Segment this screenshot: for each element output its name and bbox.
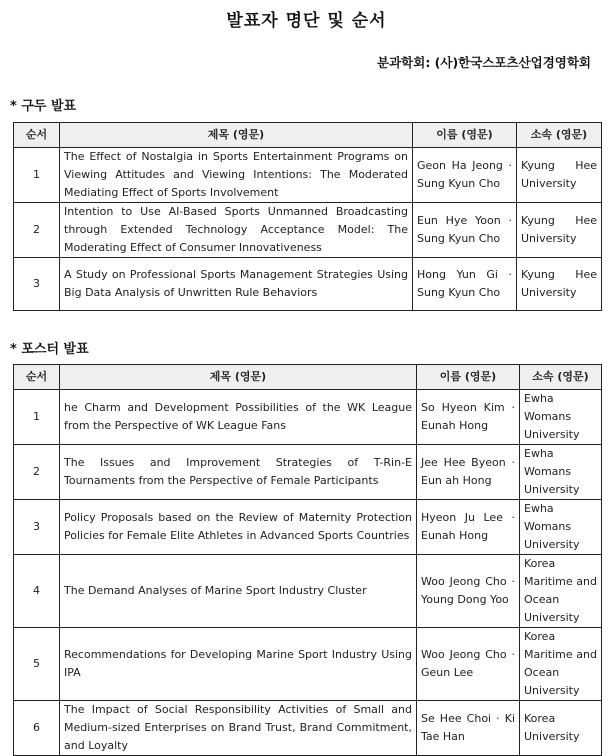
row-number: 4 <box>14 555 60 628</box>
table-row <box>14 203 602 258</box>
table-row <box>14 628 602 701</box>
oral-section-heading: * 구두 발표 <box>10 99 77 114</box>
affiliation: Korea Maritime and Ocean University <box>520 555 602 628</box>
header-title: 제목 (영문) <box>60 123 413 148</box>
organizer-label: 분과학회: (사)한국스포츠산업경영학회 <box>377 55 591 70</box>
table-row <box>14 148 602 203</box>
table-row <box>14 390 602 445</box>
presentation-title: Intention to Use AI-Based Sports Unmanned Broadcasting through Extended Technology Acceptance Model: The Moderating Effect of Consumer Innovativeness <box>60 203 413 258</box>
affiliation: Ewha Womans University <box>520 390 602 445</box>
presentation-title: Recommendations for Developing Marine Sport Industry Using IPA <box>60 628 417 701</box>
affiliation: Korea Maritime and Ocean University <box>520 628 602 701</box>
presenter-names: Geon Ha Jeong · Sung Kyun Cho <box>413 148 517 203</box>
header-name: 이름 (영문) <box>417 365 520 390</box>
presentation-title: he Charm and Development Possibilities of the WK League from the Perspective of WK League Fans <box>60 390 417 445</box>
affiliation: Korea University <box>520 701 602 756</box>
header-order: 순서 <box>14 365 60 390</box>
affiliation: Kyung Hee University <box>517 148 602 203</box>
affiliation: Ewha Womans University <box>520 500 602 555</box>
row-number: 2 <box>14 445 60 500</box>
row-number: 5 <box>14 628 60 701</box>
presentation-title: The Effect of Nostalgia in Sports Entertainment Programs on Viewing Attitudes and Viewing Intentions: The Moderated Mediating Effect of Sports Involvement <box>60 148 413 203</box>
row-number: 6 <box>14 701 60 756</box>
presentation-title: The Issues and Improvement Strategies of T-Rin-E Tournaments from the Perspective of Female Participants <box>60 445 417 500</box>
presenter-names: Woo Jeong Cho · Geun Lee <box>417 628 520 701</box>
row-number: 1 <box>14 148 60 203</box>
presenter-names: Se Hee Choi · Ki Tae Han <box>417 701 520 756</box>
table-row <box>14 258 602 311</box>
header-affiliation: 소속 (영문) <box>517 123 602 148</box>
table-row <box>14 500 602 555</box>
affiliation: Kyung Hee University <box>517 203 602 258</box>
presentation-title: The Demand Analyses of Marine Sport Industry Cluster <box>60 555 417 628</box>
oral-table <box>13 122 602 311</box>
presenter-names: So Hyeon Kim · Eunah Hong <box>417 390 520 445</box>
presenter-names: Eun Hye Yoon · Sung Kyun Cho <box>413 203 517 258</box>
presentation-title: A Study on Professional Sports Management Strategies Using Big Data Analysis of Unwritten Rule Behaviors <box>60 258 413 311</box>
table-header-row <box>14 365 602 390</box>
poster-section-heading: * 포스터 발표 <box>10 342 89 357</box>
row-number: 3 <box>14 500 60 555</box>
row-number: 1 <box>14 390 60 445</box>
affiliation: Kyung Hee University <box>517 258 602 311</box>
header-affiliation: 소속 (영문) <box>520 365 602 390</box>
row-number: 2 <box>14 203 60 258</box>
table-row <box>14 701 602 756</box>
presentation-title: Policy Proposals based on the Review of Maternity Protection Policies for Female Elite Athletes in Advanced Sports Countries <box>60 500 417 555</box>
table-row <box>14 555 602 628</box>
header-order: 순서 <box>14 123 60 148</box>
page-title: 발표자 명단 및 순서 <box>226 11 387 31</box>
presenter-names: Hyeon Ju Lee · Eunah Hong <box>417 500 520 555</box>
presenter-names: Woo Jeong Cho · Young Dong Yoo <box>417 555 520 628</box>
header-name: 이름 (영문) <box>413 123 517 148</box>
poster-table <box>13 364 602 756</box>
presenter-names: Jee Hee Byeon · Eun ah Hong <box>417 445 520 500</box>
affiliation: Ewha Womans University <box>520 445 602 500</box>
presenter-names: Hong Yun Gi · Sung Kyun Cho <box>413 258 517 311</box>
table-header-row <box>14 123 602 148</box>
table-row <box>14 445 602 500</box>
header-title: 제목 (영문) <box>60 365 417 390</box>
presentation-title: The Impact of Social Responsibility Activities of Small and Medium-sized Enterprises on Brand Trust, Brand Commitment, and Loyalty <box>60 701 417 756</box>
row-number: 3 <box>14 258 60 311</box>
